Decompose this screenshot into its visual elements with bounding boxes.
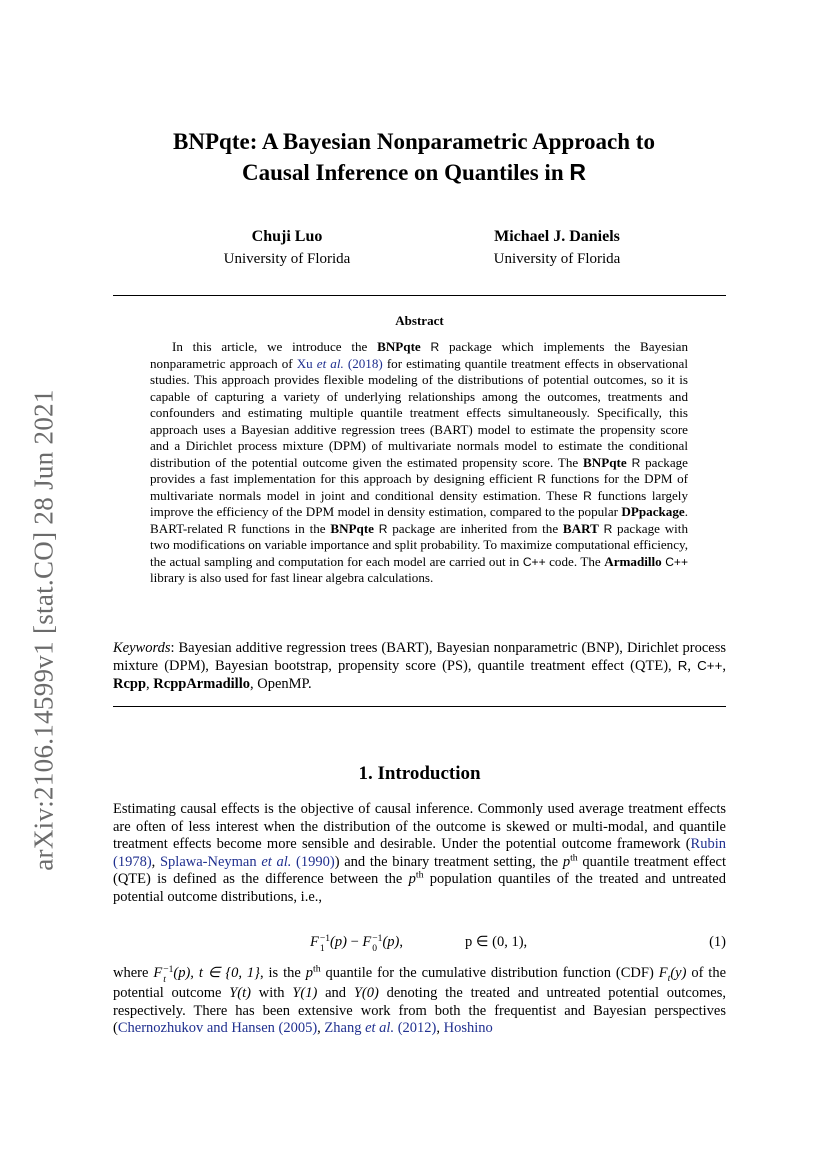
citation-xu-2018[interactable]: Xu et al. (2018): [296, 355, 383, 371]
title-line-1: BNPqte: A Bayesian Nonparametric Approach to: [173, 129, 655, 154]
arxiv-side-label: [14, 370, 74, 890]
abstract-heading: Abstract: [395, 313, 444, 328]
abstract-body: In this article, we introduce the BNPqte R package which implements the Bayesian nonparametric approach of Xu et al. (2018) for estimating quantile treatment effects in observational studies. This approach provides flexible modeling of the distributions of potential outcomes, so it is capable of capturing a variety of underlying relationships among the outcomes, treatments and confounders and estimating multiple quantile treatment effects simultaneously. Specifically, this approach uses a Bayesian additive regression trees (BART) model to estimate the propensity score and a Dirichlet process mixture (DPM) of multivariate normals model to estimate the conditional distribution of the potential outcome given the estimated propensity score. The BNPqte R package provides a fast implementation for this approach by designing efficient R functions for the DPM of multivariate normals model in joint and conditional density estimation. These R functions largely improve the efficiency of the DPM model in density estimation, compared to the popular DPpackage. BART-related R functions in the BNPqte R package are inherited from the BART R package with two modifications on variable importance and split probability. To maximize computational efficiency, the actual sampling and computation for each model are carried out in C++ code. The Armadillo C++ library is also used for fast linear algebra calculations.: [150, 339, 689, 585]
title-line-2: Causal Inference on Quantiles in R: [242, 159, 586, 185]
author-name: Chuji Luo: [251, 228, 323, 245]
citation-zhang-2012[interactable]: Zhang et al. (2012): [324, 1020, 437, 1037]
equation-number: (1): [709, 934, 726, 950]
author-name: Michael J. Daniels: [494, 228, 620, 245]
top-rule: [113, 295, 726, 296]
keywords-label: Keywords: [113, 640, 171, 656]
intro-paragraph-continued: where F −1 t (p), t ∈ {0, 1}, is the $p^{th}$ quantile for the cumulative distribution function (CDF) $F_t(y)$ of the potential outcome Y(t) with Y(1) and Y(0) denoting the treated and untreated potential outcomes, respectively. There has been extensive work from both the frequentist and Bayesian perspectives (Chernozhukov and Hansen (2005), Zhang et al. (2012), Hoshino: [113, 963, 727, 1037]
author-block-1: [157, 226, 417, 270]
keywords-paragraph: Keywords: Bayesian additive regression trees (BART), Bayesian nonparametric (BNP), Dirichlet process mixture (DPM), Bayesian bootstrap, propensity score (PS), quantile treatment effect (QTE), R, C++, Rcpp, RcppArmadillo, OpenMP.: [113, 640, 726, 692]
citation-rubin-1978[interactable]: Rubin (1978): [113, 836, 726, 870]
author-affiliation: University of Florida: [223, 251, 351, 267]
intro-paragraph: Estimating causal effects is the objective of causal inference. Commonly used average treatment effects are often of less interest when the distribution of the outcome is skewed or multi-modal, and quantile treatment effects become more sensible and desirable. Under the potential outcome framework (Rubin (1978), Splawa-Neyman et al. (1990)) and the binary treatment setting, the $p^{th}$ quantile treatment effect (QTE) is defined as the difference between the $p^{th}$ population quantiles of the treated and untreated potential outcome distributions, i.e.,: [113, 801, 726, 905]
author-block-2: [427, 226, 687, 270]
equation-expression: F −1 1 (p) − F −1 0 (p),: [310, 933, 403, 955]
citation-hoshino[interactable]: Hoshino: [443, 1020, 493, 1037]
arxiv-identifier: arXiv:2106.14599v1 [stat.CO] 28 Jun 2021: [28, 389, 59, 871]
citation-splawa-neyman-1990[interactable]: Splawa-Neyman et al. (1990): [159, 853, 335, 870]
r-language-name: R: [569, 159, 586, 185]
section-heading-introduction: 1. Introduction: [358, 763, 481, 784]
paper-title: [100, 126, 728, 188]
citation-chernozhukov-hansen-2005[interactable]: Chernozhukov and Hansen (2005): [117, 1020, 318, 1037]
bottom-rule: [113, 706, 726, 707]
author-affiliation: University of Florida: [493, 251, 621, 267]
equation-domain: p ∈ (0, 1),: [465, 934, 528, 950]
equation-1: [113, 934, 726, 954]
